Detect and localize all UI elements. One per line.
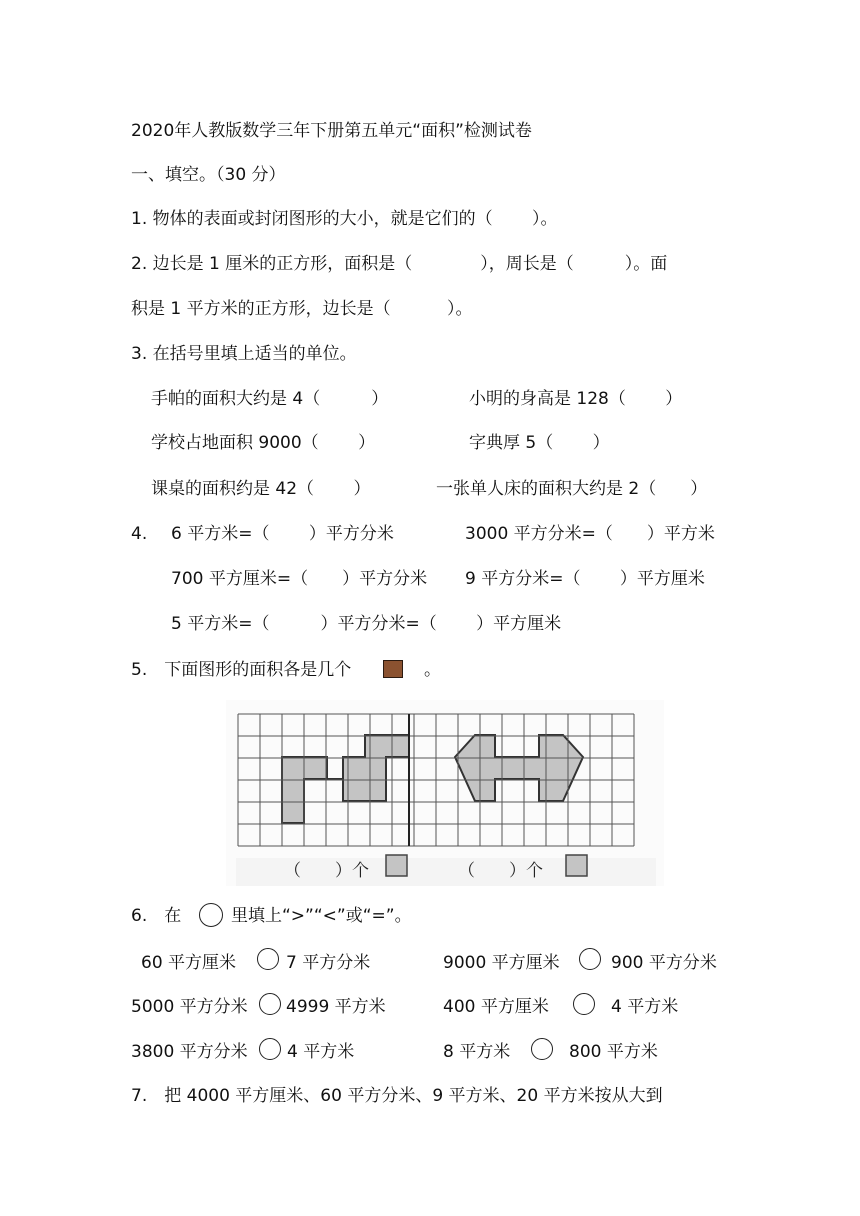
question-2-line-2: 积是 1 平方米的正方形，边长是（ ）。 (131, 299, 473, 319)
q4-item-4: 9 平方分米=（ ）平方厘米 (465, 569, 705, 589)
q6-right-3: 4999 平方米 (286, 997, 386, 1017)
q3-item-2: 小明的身高是 128（ ） (469, 389, 683, 409)
q6-right-6: 800 平方米 (569, 1042, 658, 1062)
unit-square-gray-icon-left (386, 855, 407, 876)
unit-square-icon (383, 660, 403, 678)
section-heading: 一、填空。（30 分） (131, 165, 286, 185)
compare-circle-5[interactable] (259, 1038, 281, 1060)
page-title: 2020年人教版数学三年下册第五单元“面积”检测试卷 (131, 121, 532, 141)
q6-left-2: 9000 平方厘米 (443, 953, 560, 973)
q3-item-6: 一张单人床的面积大约是 2（ ） (436, 479, 708, 499)
answer-circle-icon (199, 903, 223, 927)
q4-item-5: 5 平方米=（ ）平方分米=（ ）平方厘米 (171, 614, 562, 634)
unit-square-gray-icon-right (566, 855, 587, 876)
question-6-suffix: 里填上“>”“<”或“=”。 (231, 906, 412, 926)
q4-item-3: 700 平方厘米=（ ）平方分米 (171, 569, 428, 589)
compare-circle-6[interactable] (531, 1038, 553, 1060)
compare-circle-4[interactable] (573, 993, 595, 1015)
q6-left-5: 3800 平方分米 (131, 1042, 248, 1062)
q3-item-4: 字典厚 5（ ） (469, 433, 610, 453)
compare-circle-3[interactable] (259, 993, 281, 1015)
answer-label-right: （ ）个 (458, 861, 543, 881)
q6-left-1: 60 平方厘米 (141, 953, 237, 973)
q6-right-4: 4 平方米 (611, 997, 679, 1017)
question-6-prefix: 6. 在 (131, 906, 182, 926)
q3-item-5: 课桌的面积约是 42（ ） (151, 479, 371, 499)
q6-left-3: 5000 平方分米 (131, 997, 248, 1017)
question-7: 7. 把 4000 平方厘米、60 平方分米、9 平方米、20 平方米按从大到 (131, 1086, 663, 1106)
question-4-number: 4. (131, 524, 148, 544)
q4-item-2: 3000 平方分米=（ ）平方米 (465, 524, 715, 544)
q6-left-4: 400 平方厘米 (443, 997, 549, 1017)
compare-circle-1[interactable] (257, 948, 279, 970)
question-5-suffix: 。 (424, 660, 441, 680)
q6-left-6: 8 平方米 (443, 1042, 511, 1062)
grid-figure (226, 700, 664, 886)
question-5: 5. 下面图形的面积各是几个 (131, 660, 352, 680)
question-3: 3. 在括号里填上适当的单位。 (131, 344, 357, 364)
q3-item-1: 手帕的面积大约是 4（ ） (151, 389, 389, 409)
question-2-line-1: 2. 边长是 1 厘米的正方形，面积是（ ），周长是（ ）。面 (131, 254, 668, 274)
q6-right-5: 4 平方米 (287, 1042, 355, 1062)
q6-right-2: 900 平方分米 (611, 953, 717, 973)
q4-item-1: 6 平方米=（ ）平方分米 (171, 524, 394, 544)
answer-label-left: （ ）个 (284, 861, 369, 881)
q6-right-1: 7 平方分米 (286, 953, 371, 973)
compare-circle-2[interactable] (579, 948, 601, 970)
question-1: 1. 物体的表面或封闭图形的大小，就是它们的（ ）。 (131, 209, 558, 229)
q3-item-3: 学校占地面积 9000（ ） (151, 433, 376, 453)
